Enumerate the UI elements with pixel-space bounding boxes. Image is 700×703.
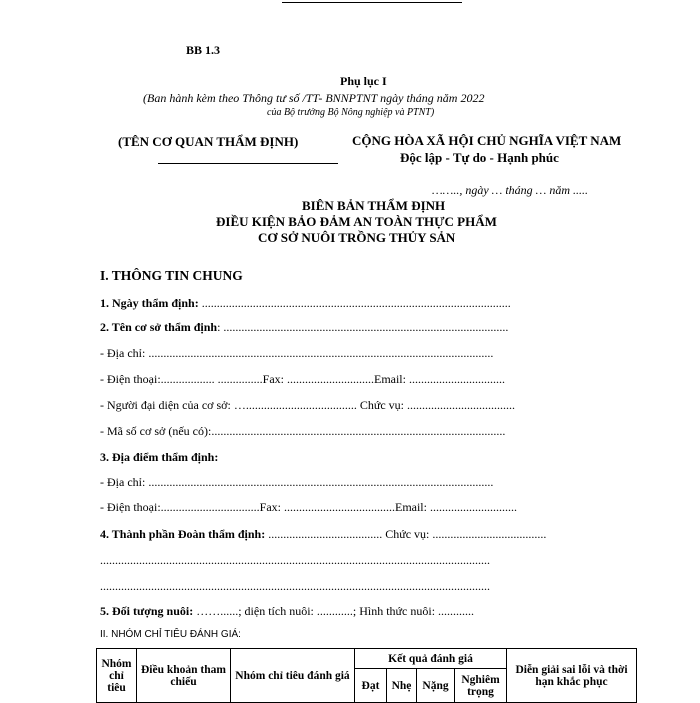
field4-dots: ...................................... Chức vụ: ...................................... (265, 527, 547, 541)
field4-line3: .................................................................................................................................. (100, 579, 490, 593)
section1-heading: I. THÔNG TIN CHUNG (100, 268, 243, 283)
field3-address: - Địa chỉ: ................................................................................................................... (100, 475, 494, 489)
header-minor: Nhẹ (387, 669, 417, 703)
field2-label: 2. Tên cơ sở thẩm định (100, 320, 218, 334)
appendix-line1: (Ban hành kèm theo Thông tư số /TT- BNNPTNT ngày tháng năm 2022 (143, 91, 485, 105)
agency-name: (TÊN CƠ QUAN THẨM ĐỊNH) (118, 134, 299, 149)
field2-phone: - Điện thoại:.................. ...............Fax: .............................Email: ................................ (100, 372, 505, 386)
field5-row (100, 604, 474, 619)
title-line-2: ĐIỀU KIỆN BẢO ĐẢM AN TOÀN THỰC PHẨM (216, 214, 497, 229)
header-pass: Đạt (355, 669, 387, 703)
field2-row (100, 320, 508, 335)
evaluation-table (96, 648, 637, 703)
field2-facility-code: - Mã số cơ sở (nếu có):.................................................................................................. (100, 424, 506, 438)
header-group: Nhóm chỉ tiêu (97, 649, 137, 703)
date-line: …….., ngày … tháng … năm ..... (432, 183, 589, 197)
field1-dots: ....................................................................................................... (198, 296, 511, 310)
field2-dots: : ............................................................................................... (217, 320, 509, 334)
appendix-line2: của Bộ trưởng Bộ Nông nghiệp và PTNT) (267, 107, 435, 118)
nation-name: CỘNG HÒA XÃ HỘI CHỦ NGHĨA VIỆT NAM (352, 133, 622, 148)
field5-label: 5. Đối tượng nuôi: (100, 604, 194, 618)
top-rule (282, 2, 462, 3)
title-line-1: BIÊN BẢN THẨM ĐỊNH (302, 198, 446, 213)
appendix-title: Phụ lục I (340, 74, 387, 88)
header-explanation: Diễn giải sai lỗi và thời hạn khắc phục (507, 649, 637, 703)
agency-underline (158, 163, 338, 164)
header-major: Nặng (417, 669, 455, 703)
title-line-3: CƠ SỞ NUÔI TRỒNG THỦY SẢN (258, 230, 456, 245)
header-result: Kết quả đánh giá (355, 649, 507, 669)
field4-line2: .................................................................................................................................. (100, 553, 490, 567)
field4-row (100, 527, 546, 542)
field1-label: 1. Ngày thẩm định: (100, 296, 199, 310)
field5-rest: ……......; diện tích nuôi: ............; Hình thức nuôi: ............ (193, 604, 475, 618)
field2-representative: - Người đại diện của cơ sở: …..................................... Chức vụ: .................................... (100, 398, 516, 412)
national-motto: Độc lập - Tự do - Hạnh phúc (400, 150, 559, 165)
document-code: BB 1.3 (186, 43, 221, 57)
field3-phone: - Điện thoại:.................................Fax: .....................................Email: ............................. (100, 500, 517, 514)
field3-label: 3. Địa điểm thẩm định: (100, 450, 219, 464)
header-serious: Nghiêm trọng (455, 669, 507, 703)
section2-heading: II. NHÓM CHỈ TIÊU ĐÁNH GIÁ: (100, 629, 241, 640)
field4-label: 4. Thành phần Đoàn thẩm định: (100, 527, 266, 541)
header-clause: Điều khoản tham chiếu (137, 649, 231, 703)
header-criteria: Nhóm chỉ tiêu đánh giá (231, 649, 355, 703)
field2-address: - Địa chỉ: ................................................................................................................... (100, 346, 494, 360)
field1-row (100, 296, 511, 311)
